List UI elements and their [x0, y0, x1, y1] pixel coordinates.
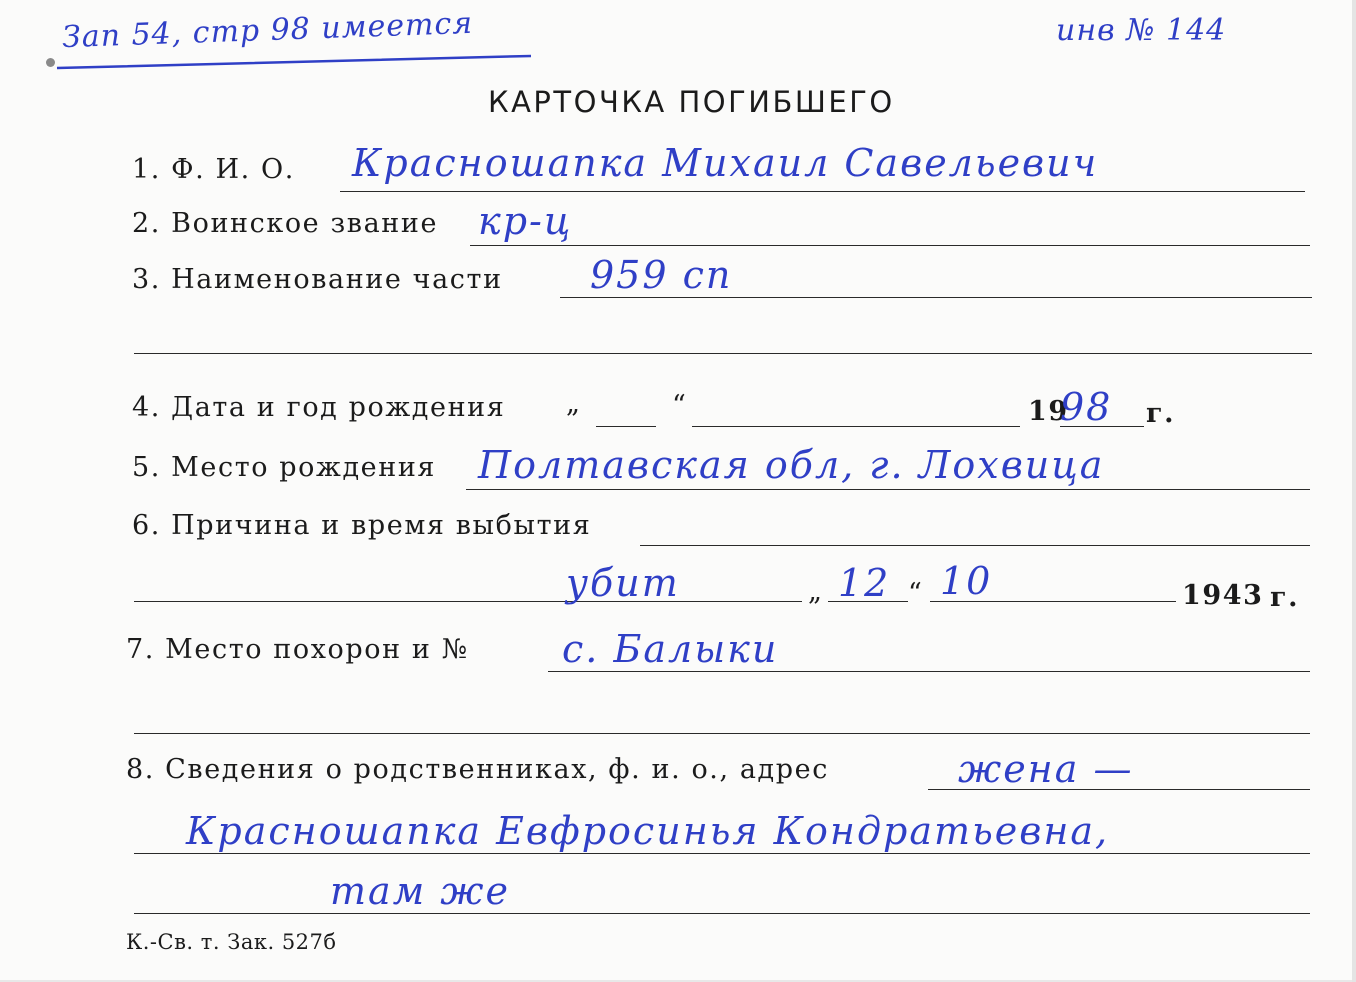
loss-quote-open: „ — [808, 576, 824, 607]
loss-cause-line — [134, 601, 802, 602]
field-relatives-label: 8. Сведения о родственниках, ф. и. о., адрес — [126, 754, 829, 785]
relatives-line2-rule — [134, 853, 1310, 854]
field-name-label: 1. Ф. И. О. — [132, 154, 295, 185]
field-unit-value: 959 сп — [590, 253, 733, 297]
birthdate-day-line — [596, 426, 656, 427]
loss-year: 1943 — [1182, 580, 1264, 611]
archive-note-underline — [55, 54, 535, 74]
birthdate-year-suffix: г. — [1146, 398, 1176, 429]
loss-month-value: 10 — [940, 559, 993, 603]
field-birthplace-line — [466, 489, 1310, 490]
field-unit-line — [560, 297, 1312, 298]
loss-month-line — [930, 601, 1176, 602]
ink-dot — [46, 58, 55, 67]
relatives-line1-rule — [928, 789, 1310, 790]
loss-cause-value: убит — [566, 561, 680, 605]
birthdate-quote-open: „ — [566, 388, 582, 419]
field-birthplace-value: Полтавская обл, г. Лохвица — [478, 443, 1105, 487]
birthdate-year-line — [1060, 426, 1144, 427]
field-unit-line-2 — [134, 353, 1312, 354]
birthdate-year-value: 98 — [1060, 385, 1113, 429]
field-burial-value: с. Балыки — [562, 627, 779, 671]
relatives-line1: жена — — [958, 747, 1134, 791]
birthdate-quote-close: “ — [672, 390, 688, 421]
archive-note: Зап 54, стр 98 имеется — [61, 5, 474, 56]
field-burial-line-2 — [134, 733, 1310, 734]
field-loss-line — [640, 545, 1310, 546]
field-name-line — [340, 191, 1305, 192]
field-name-value: Красношапка Михаил Савельевич — [352, 141, 1099, 185]
field-burial-label: 7. Место похорон и № — [126, 634, 469, 665]
relatives-line3: там же — [330, 869, 510, 913]
loss-day-value: 12 — [838, 561, 891, 605]
field-rank-line — [470, 245, 1310, 246]
birthdate-month-line — [692, 426, 1020, 427]
field-rank-label: 2. Воинское звание — [132, 208, 439, 239]
card-title: КАРТОЧКА ПОГИБШЕГО — [488, 85, 895, 119]
field-birthplace-label: 5. Место рождения — [132, 452, 437, 483]
loss-year-suffix: г. — [1270, 582, 1300, 613]
relatives-line2: Красношапка Евфросинья Кондратьевна, — [186, 809, 1110, 853]
field-birthdate-label: 4. Дата и год рождения — [132, 392, 506, 423]
birthdate-year-prefix: 19 — [1028, 396, 1069, 427]
field-rank-value: кр-ц — [478, 199, 573, 243]
print-order-footer: К.-Св. т. Зак. 527б — [126, 930, 337, 954]
loss-day-line — [828, 601, 908, 602]
loss-quote-close: “ — [908, 578, 924, 609]
relatives-line3-rule — [134, 913, 1310, 914]
field-unit-label: 3. Наименование части — [132, 264, 503, 295]
field-burial-line — [548, 671, 1310, 672]
field-loss-label: 6. Причина и время выбытия — [132, 510, 592, 541]
inventory-number: инв № 144 — [1056, 13, 1227, 48]
